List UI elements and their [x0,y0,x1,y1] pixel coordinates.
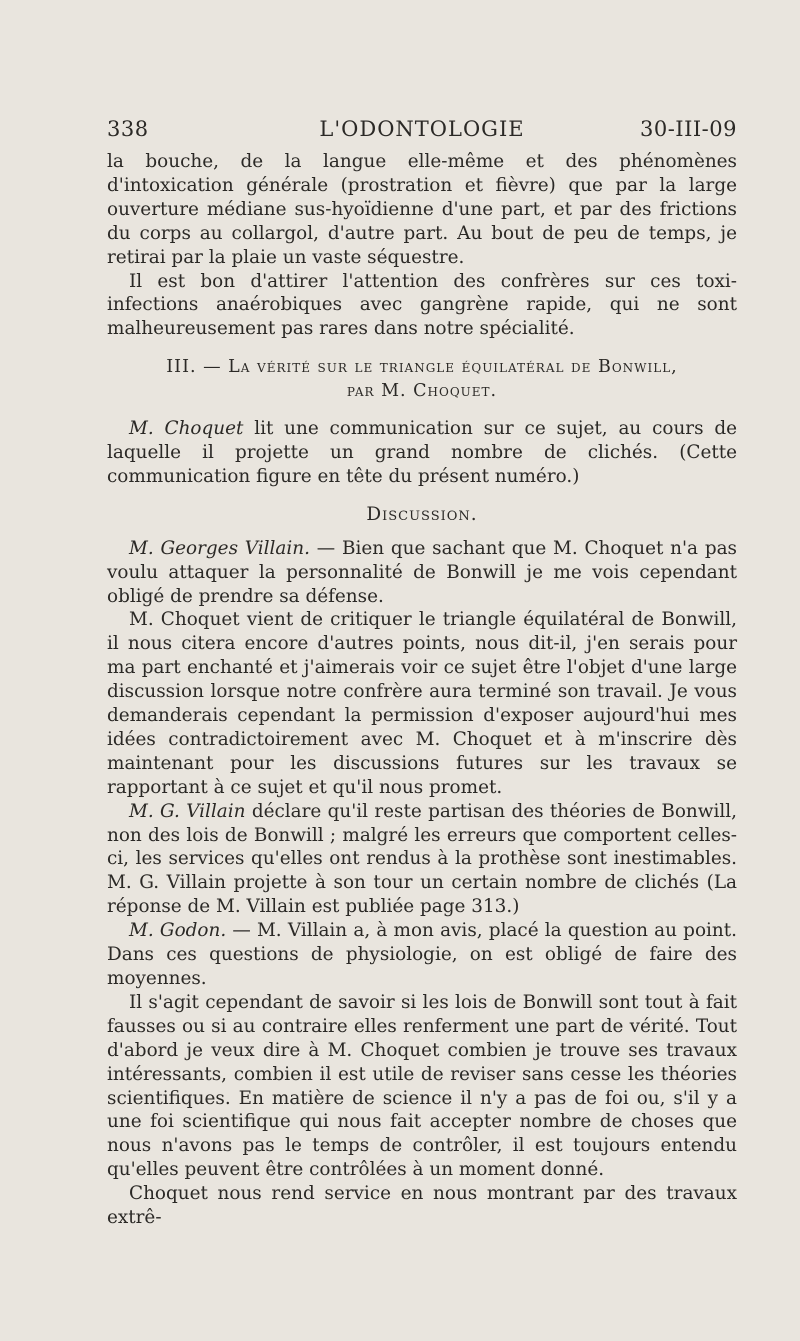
paragraph-villain-1 [107,537,737,609]
journal-title: L'ODONTOLOGIE [319,117,525,141]
speaker-name: M. Godon. [129,920,227,942]
paragraph-godon-2: Il s'agit cependant de savoir si les lois de Bonwill sont tout à fait fausses ou si au contraire elles renferment une part de vérité. Tout d'abord je veux dire à M. Choquet combien je trouve ses travaux intéressants, combien il est utile de reviser sans cesse les théories scientifiques. En matière de science il n'y a pas de foi ou, s'il y a une foi scientifique qui nous fait accepter nombre de choses que nous n'avons pas le temps de contrôler, il est toujours entendu qu'elles peuvent être contrôlées à un moment donné. [107,991,737,1181]
paragraph-text: déclare qu'il reste partisan des théories de Bonwill, non des lois de Bonwill ; malgré les erreurs que comportent celles-ci, les services qu'elles ont rendus à la prothèse sont inestimables. M. G. Villain projette à son tour un certain nombre de clichés (La réponse de M. Villain est publiée page 313.) [107,800,737,918]
paragraph-toxi-infections: Il est bon d'attirer l'attention des confrères sur ces toxi-infections anaérobiques avec gangrène rapide, qui ne sont malheureusement pas rares dans notre spécialité. [107,270,737,340]
running-header [107,117,737,147]
paragraph-continuation: la bouche, de la langue elle-même et des phénomènes d'intoxication générale (prostration et fièvre) que par la large ouverture médiane sus-hyoïdienne d'une part, et par des frictions du corps au collargol, d'autre part. Au bout de peu de temps, je retirai par la plaie un vaste séquestre. [107,151,737,268]
paragraph-text: — Bien que sachant que M. Choquet n'a pas voulu attaquer la personnalité de Bonwill je me vois cependant obligé de prendre sa défense. [107,537,737,607]
paragraph-text: lit une communication sur ce sujet, au cours de laquelle il projette un grand nombre de clichés. (Cette communication figure en tête du présent numéro.) [107,418,737,487]
paragraph-text: — M. Villain a, à mon avis, placé la question au point. Dans ces questions de physiologie, on est obligé de faire des moyennes. [107,920,737,989]
speaker-name: M. Georges Villain. [129,537,310,559]
speaker-name: M. G. Villain [129,800,246,822]
paragraph-villain-2: M. Choquet vient de critiquer le triangle équilatéral de Bonwill, il nous citera encore d'autres points, nous dit-il, j'en serais pour ma part enchanté et j'aimerais voir ce sujet être l'objet d'une large discussion lorsque notre confrère aura terminé son travail. Je vous demanderais cependant la permission d'exposer aujourd'hui mes idées contradictoirement avec M. Choquet et à m'inscrire dès maintenant pour les discussions futures sur les travaux se rapportant à ce sujet et qu'il nous promet. [107,609,737,798]
paragraph-choquet [107,417,737,489]
speaker-name: M. Choquet [129,418,244,440]
section-heading-line2: par M. Choquet. [346,381,498,402]
section-heading-line1: III. — La vérité sur le triangle équilatéral de Bonwill, [166,357,678,378]
paragraph-villain-3 [107,800,737,920]
discussion-heading: Discussion. [366,503,478,525]
paragraph-godon-1 [107,919,737,991]
page-number: 338 [107,117,149,141]
section-heading [107,356,737,404]
paragraph-godon-3: Choquet nous rend service en nous montrant par des travaux extrê- [107,1183,737,1229]
issue-date: 30-III-09 [639,117,737,141]
body-text [107,150,737,1230]
